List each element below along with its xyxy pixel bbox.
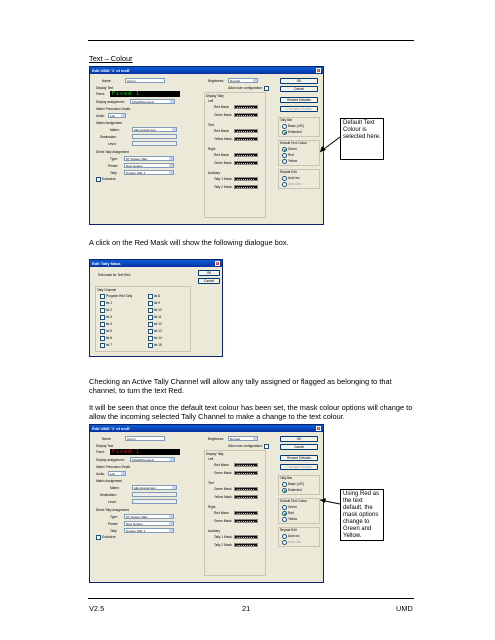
preset-select[interactable] <box>124 521 174 526</box>
chevron-down-icon <box>169 157 173 161</box>
tally-channel-label-item: tst 13 <box>154 329 162 333</box>
auxiliary-label: Auxiliary <box>208 529 221 533</box>
colour-red-label: Red <box>288 511 294 515</box>
tally-channel-checkbox[interactable] <box>148 301 153 306</box>
auto-dec-label: Auto Dec <box>288 540 302 544</box>
mixer-precursion-label: Matrix Precursion Depth: <box>96 465 132 469</box>
allow-user-config-label: Allow user configuration: <box>228 86 263 90</box>
display-tally-label: Display Tally <box>206 452 224 456</box>
audio-label: Audio: <box>96 114 106 118</box>
cancel-button[interactable]: Cancel <box>280 86 318 92</box>
allow-user-config-checkbox[interactable] <box>264 444 269 449</box>
tally-channel-checkbox[interactable] <box>100 336 105 341</box>
display-text-label: Display Text <box>96 444 114 448</box>
tally-channel-checkbox[interactable] <box>148 343 153 348</box>
chevron-down-icon <box>121 114 125 118</box>
tally-channel-label-item: Program Red Tally <box>106 294 133 298</box>
ok-button[interactable]: OK <box>280 436 318 442</box>
exclusive-checkbox[interactable] <box>96 535 101 540</box>
tally-channel-checkbox[interactable] <box>100 308 105 313</box>
configure-display-button[interactable]: Configure Display <box>280 106 318 112</box>
destination-label: Destination: <box>100 493 117 497</box>
exclusive-checkbox[interactable] <box>96 177 101 182</box>
tally-channel-label-item: tst 3 <box>106 315 113 319</box>
name-input[interactable]: Cam 1 <box>125 78 165 83</box>
right-red-mask[interactable] <box>234 153 258 157</box>
tally-channel-label-item: tst 14 <box>154 336 162 340</box>
dialog-title: Edit UMD '1' of mcR <box>92 68 130 73</box>
edit-umd-dialog-1 <box>89 66 324 225</box>
tally-select[interactable] <box>124 528 174 533</box>
colour-yellow-radio[interactable] <box>282 159 287 164</box>
red-mask-label: Red Mask: <box>214 153 230 157</box>
dialog-titlebar <box>90 67 323 74</box>
brightness-value: Normal <box>230 79 240 83</box>
chevron-down-icon <box>170 100 174 104</box>
paragraph-3: It will be seen that once the default text colour has been set, the mask colour options will change to allow the incoming selected Tally Channel to make a change to the text colour. <box>89 403 413 421</box>
brightness-label: Brightness: <box>208 79 224 83</box>
audio-select[interactable] <box>108 113 126 118</box>
tally2-mask-label: Tally 2 Mask: <box>214 185 233 189</box>
auto-dec-radio[interactable] <box>282 182 287 187</box>
tally-dialog-titlebar <box>90 260 222 267</box>
tally-channel-checkbox[interactable] <box>100 322 105 327</box>
tally-bar-extended-label: Extended <box>288 488 302 492</box>
green-mask-label: Green Mask: <box>214 487 233 491</box>
footer-rule <box>88 598 414 599</box>
display-assignment-select[interactable] <box>130 99 175 104</box>
tally-channel-label-item: tst 4 <box>106 322 113 326</box>
right-green-mask[interactable] <box>234 161 258 165</box>
allow-user-config-label: Allow user configuration: <box>228 444 263 448</box>
tally-bar-extended-label: Extended <box>288 130 302 134</box>
destination-select[interactable] <box>132 134 177 139</box>
text-red-mask[interactable] <box>234 129 258 133</box>
brightness-label: Brightness: <box>208 437 224 441</box>
chevron-down-icon <box>172 486 176 490</box>
tally-channel-label-item: tst 8 <box>154 294 161 298</box>
destination-label: Destination: <box>100 135 117 139</box>
matrix-label: Matrix: <box>110 486 120 490</box>
matrix-value: AEx Assignment <box>134 128 156 132</box>
audio-value: Left <box>110 472 116 476</box>
red-mask-label: Red Mask: <box>214 511 230 515</box>
exclusive-label: Exclusive <box>102 177 116 181</box>
preset-select[interactable] <box>124 163 174 168</box>
type-value: ST System Tally <box>126 515 148 519</box>
tally-channel-label-item: tst 11 <box>154 315 162 319</box>
yellow-mask-label: Yellow Mask: <box>214 137 233 141</box>
preset-label: Preset: <box>108 164 119 168</box>
display-assignment-select[interactable] <box>130 457 175 462</box>
tally-channel-checkbox[interactable] <box>100 294 105 299</box>
exclusive-label: Exclusive <box>102 535 116 539</box>
tally-channel-label-item: tst 9 <box>154 301 161 305</box>
green-mask-label: Green Mask: <box>214 471 233 475</box>
tally-label: Tally: <box>110 529 118 533</box>
fixed-text-display[interactable]: Fixed 1 <box>110 449 180 455</box>
tally-dialog-title: Edit Tally Mask <box>92 261 121 266</box>
paragraph-2: Checking an Active Tally Channel will allow any tally assigned or flagged as belonging to that channel, to turn the text Red. <box>89 377 392 395</box>
fixed-label: Fixed: <box>96 450 105 454</box>
colour-yellow-label: Yellow <box>288 159 298 163</box>
right-label: Right <box>208 147 216 151</box>
destination-select[interactable] <box>132 492 177 497</box>
tally-channel-label-item: tst 2 <box>106 308 113 312</box>
auto-inc-label: Auto Inc <box>288 534 300 538</box>
callout-arrow-1 <box>318 135 342 155</box>
direct-tally-label: Direct Tally Assignment <box>96 508 129 512</box>
level-label: Level: <box>108 142 117 146</box>
name-label: Name: <box>102 437 112 441</box>
colour-red-label: Red <box>288 153 294 157</box>
footer-product: UMD <box>396 604 413 613</box>
auto-inc-radio[interactable] <box>282 176 287 181</box>
text-yellow-mask[interactable] <box>234 495 258 499</box>
left-red-mask[interactable] <box>234 105 258 109</box>
close-icon[interactable]: x <box>216 261 219 265</box>
text-label: Text <box>208 123 214 127</box>
type-label: Type: <box>110 515 118 519</box>
tally-channel-checkbox[interactable] <box>100 315 105 320</box>
default-text-colour-label: Default Text Colour <box>280 141 308 145</box>
preset-value: New System <box>126 164 143 168</box>
ok-button[interactable]: OK <box>280 78 318 84</box>
tally-channel-label-item: tst 6 <box>106 336 113 340</box>
tally-bar-label: Tally Bar <box>280 118 293 122</box>
chevron-down-icon <box>253 437 257 441</box>
tally-channel-label-item: tst 10 <box>154 308 162 312</box>
repeat-edit-label: Repeat Edit <box>280 528 297 532</box>
chevron-down-icon <box>121 472 125 476</box>
close-icon[interactable]: x <box>317 426 320 430</box>
tally-channel-checkbox[interactable] <box>100 329 105 334</box>
audio-select[interactable] <box>108 471 126 476</box>
auxiliary-label: Auxiliary <box>208 171 221 175</box>
red-mask-label: Red Mask: <box>214 105 230 109</box>
callout-mask-options: Using Red as the text default, the mask options change to Green and Yellow. <box>340 489 384 541</box>
tally-channel-label-item: tst 7 <box>106 343 113 347</box>
type-select[interactable] <box>124 156 174 161</box>
chevron-down-icon <box>169 522 173 526</box>
close-icon[interactable]: x <box>317 68 320 72</box>
chevron-down-icon <box>253 79 257 83</box>
tally-bar-basic-label: Basic (L/R) <box>288 482 304 486</box>
tally-bar-label: Tally Bar <box>280 476 293 480</box>
matrix-label: Matrix: <box>110 128 120 132</box>
tally-channel-checkbox[interactable] <box>148 322 153 327</box>
display-assignment-value: Fixed/Mnemonic <box>132 458 155 462</box>
brightness-select[interactable] <box>228 78 258 83</box>
edit-mask-label: Edit mask for Text Red: <box>98 273 131 277</box>
fixed-label: Fixed: <box>96 92 105 96</box>
footer-version: V2.5 <box>89 604 105 613</box>
audio-label: Audio: <box>96 472 106 476</box>
display-assignment-value: Fixed/Mnemonic <box>132 100 155 104</box>
tally1-mask-label: Tally 1 Mask: <box>214 535 233 539</box>
tally-bar-extended-radio[interactable] <box>282 130 287 135</box>
tally-channel-checkbox[interactable] <box>100 343 105 348</box>
dialog-title: Edit UMD '1' of mcR <box>92 426 130 431</box>
left-label: Left <box>208 99 214 103</box>
type-select[interactable] <box>124 514 174 519</box>
tally-bar-basic-radio[interactable] <box>282 482 287 487</box>
matrix-select[interactable] <box>132 485 177 490</box>
colour-green-radio[interactable] <box>282 505 287 510</box>
tally-channel-label: Tally Channel <box>97 288 117 292</box>
tally-channel-checkbox[interactable] <box>148 315 153 320</box>
display-assignment-label: Display assignment: <box>96 100 125 104</box>
brightness-select[interactable] <box>228 436 258 441</box>
tally-ok-button[interactable]: OK <box>198 270 220 276</box>
left-label: Left <box>208 457 214 461</box>
tally-bar-basic-radio[interactable] <box>282 124 287 129</box>
display-text-label: Display Text <box>96 86 114 90</box>
matrix-select[interactable] <box>132 127 177 132</box>
right-label: Right <box>208 505 216 509</box>
chevron-down-icon <box>169 515 173 519</box>
tally2-mask[interactable] <box>234 185 258 189</box>
tally1-mask[interactable] <box>234 535 258 539</box>
colour-green-label: Green <box>288 505 297 509</box>
red-mask-label: Red Mask: <box>214 129 230 133</box>
display-tally-label: Display Tally <box>206 94 224 98</box>
right-red-mask[interactable] <box>234 511 258 515</box>
section-heading: Text – Colour <box>89 54 133 63</box>
level-select[interactable] <box>132 499 177 504</box>
tally-select[interactable] <box>124 170 174 175</box>
green-mask-label: Green Mask: <box>214 113 233 117</box>
tally-bar-extended-radio[interactable] <box>282 488 287 493</box>
preset-label: Preset: <box>108 522 119 526</box>
tally-channel-label-item: tst 1 <box>106 301 113 305</box>
name-label: Name: <box>102 79 112 83</box>
colour-yellow-radio[interactable] <box>282 517 287 522</box>
level-label: Level: <box>108 500 117 504</box>
tally-channel-checkbox[interactable] <box>148 294 153 299</box>
restore-defaults-button[interactable]: Restore Defaults <box>280 97 318 103</box>
colour-red-radio[interactable] <box>282 153 287 158</box>
callout-default-colour: Default Text Colour is selected here. <box>340 118 384 160</box>
left-red-mask[interactable] <box>234 463 258 467</box>
tally1-mask[interactable] <box>234 177 258 181</box>
chevron-down-icon <box>172 128 176 132</box>
display-assignment-label: Display assignment: <box>96 458 125 462</box>
callout-arrow-2 <box>318 496 342 508</box>
fixed-text-display[interactable]: Fixed 1 <box>110 91 180 97</box>
green-mask-label: Green Mask: <box>214 519 233 523</box>
tally-value: System Tally 1 <box>126 529 146 533</box>
matrix-value: AEx Assignment <box>134 486 156 490</box>
chevron-down-icon <box>169 164 173 168</box>
footer-page-number: 21 <box>242 604 251 613</box>
matrix-assignment-label: Matrix Assignment <box>96 121 123 125</box>
audio-value: Left <box>110 114 116 118</box>
chevron-down-icon <box>170 458 174 462</box>
matrix-assignment-label: Matrix Assignment <box>96 479 123 483</box>
type-value: ST System Tally <box>126 157 148 161</box>
tally1-mask-label: Tally 1 Mask: <box>214 177 233 181</box>
tally-channel-checkbox[interactable] <box>100 301 105 306</box>
right-green-mask[interactable] <box>234 519 258 523</box>
tally-label: Tally: <box>110 171 118 175</box>
auto-dec-label: Auto Dec <box>288 182 302 186</box>
header-rule <box>88 40 414 41</box>
preset-value: New System <box>126 522 143 526</box>
edit-tally-mask-dialog <box>89 259 223 357</box>
tally-channel-label-item: tst 5 <box>106 329 113 333</box>
tally2-mask[interactable] <box>234 543 258 547</box>
tally-channel-label-item: tst 12 <box>154 322 162 326</box>
allow-user-config-checkbox[interactable] <box>264 86 269 91</box>
default-text-colour-label: Default Text Colour <box>280 499 308 503</box>
yellow-mask-label: Yellow Mask: <box>214 495 233 499</box>
left-green-mask[interactable] <box>234 113 258 117</box>
repeat-edit-label: Repeat Edit <box>280 170 297 174</box>
red-mask-label: Red Mask: <box>214 463 230 467</box>
text-label: Text <box>208 481 214 485</box>
mixer-precursion-label: Matrix Precursion Depth: <box>96 107 132 111</box>
tally-channel-checkbox[interactable] <box>148 329 153 334</box>
tally-channel-checkbox[interactable] <box>148 336 153 341</box>
tally-value: System Tally 1 <box>126 171 146 175</box>
edit-umd-dialog-2 <box>89 424 324 583</box>
auto-inc-radio[interactable] <box>282 534 287 539</box>
left-green-mask[interactable] <box>234 471 258 475</box>
paragraph-1: A click on the Red Mask will show the following dialogue box. <box>89 238 289 247</box>
tally-bar-basic-label: Basic (L/R) <box>288 124 304 128</box>
tally-channel-label-item: tst 15 <box>154 343 162 347</box>
tally2-mask-label: Tally 2 Mask: <box>214 543 233 547</box>
configure-display-button[interactable]: Configure Display <box>280 464 318 470</box>
colour-green-label: Green <box>288 147 297 151</box>
tally-cancel-button[interactable]: Cancel <box>198 278 220 284</box>
chevron-down-icon <box>169 171 173 175</box>
restore-defaults-button[interactable]: Restore Defaults <box>280 455 318 461</box>
green-mask-label: Green Mask: <box>214 161 233 165</box>
type-label: Type: <box>110 157 118 161</box>
dialog-titlebar <box>90 425 323 432</box>
cancel-button[interactable]: Cancel <box>280 444 318 450</box>
auto-inc-label: Auto Inc <box>288 176 300 180</box>
colour-red-radio[interactable] <box>282 511 287 516</box>
text-green-mask[interactable] <box>234 487 258 491</box>
name-input[interactable]: Cam 1 <box>125 436 165 441</box>
colour-yellow-label: Yellow <box>288 517 298 521</box>
level-select[interactable] <box>132 141 177 146</box>
chevron-down-icon <box>169 529 173 533</box>
tally-channel-checkbox[interactable] <box>148 308 153 313</box>
auto-dec-radio[interactable] <box>282 540 287 545</box>
direct-tally-label: Direct Tally Assignment <box>96 150 129 154</box>
brightness-value: Normal <box>230 437 240 441</box>
text-yellow-mask[interactable] <box>234 137 258 141</box>
colour-green-radio[interactable] <box>282 147 287 152</box>
